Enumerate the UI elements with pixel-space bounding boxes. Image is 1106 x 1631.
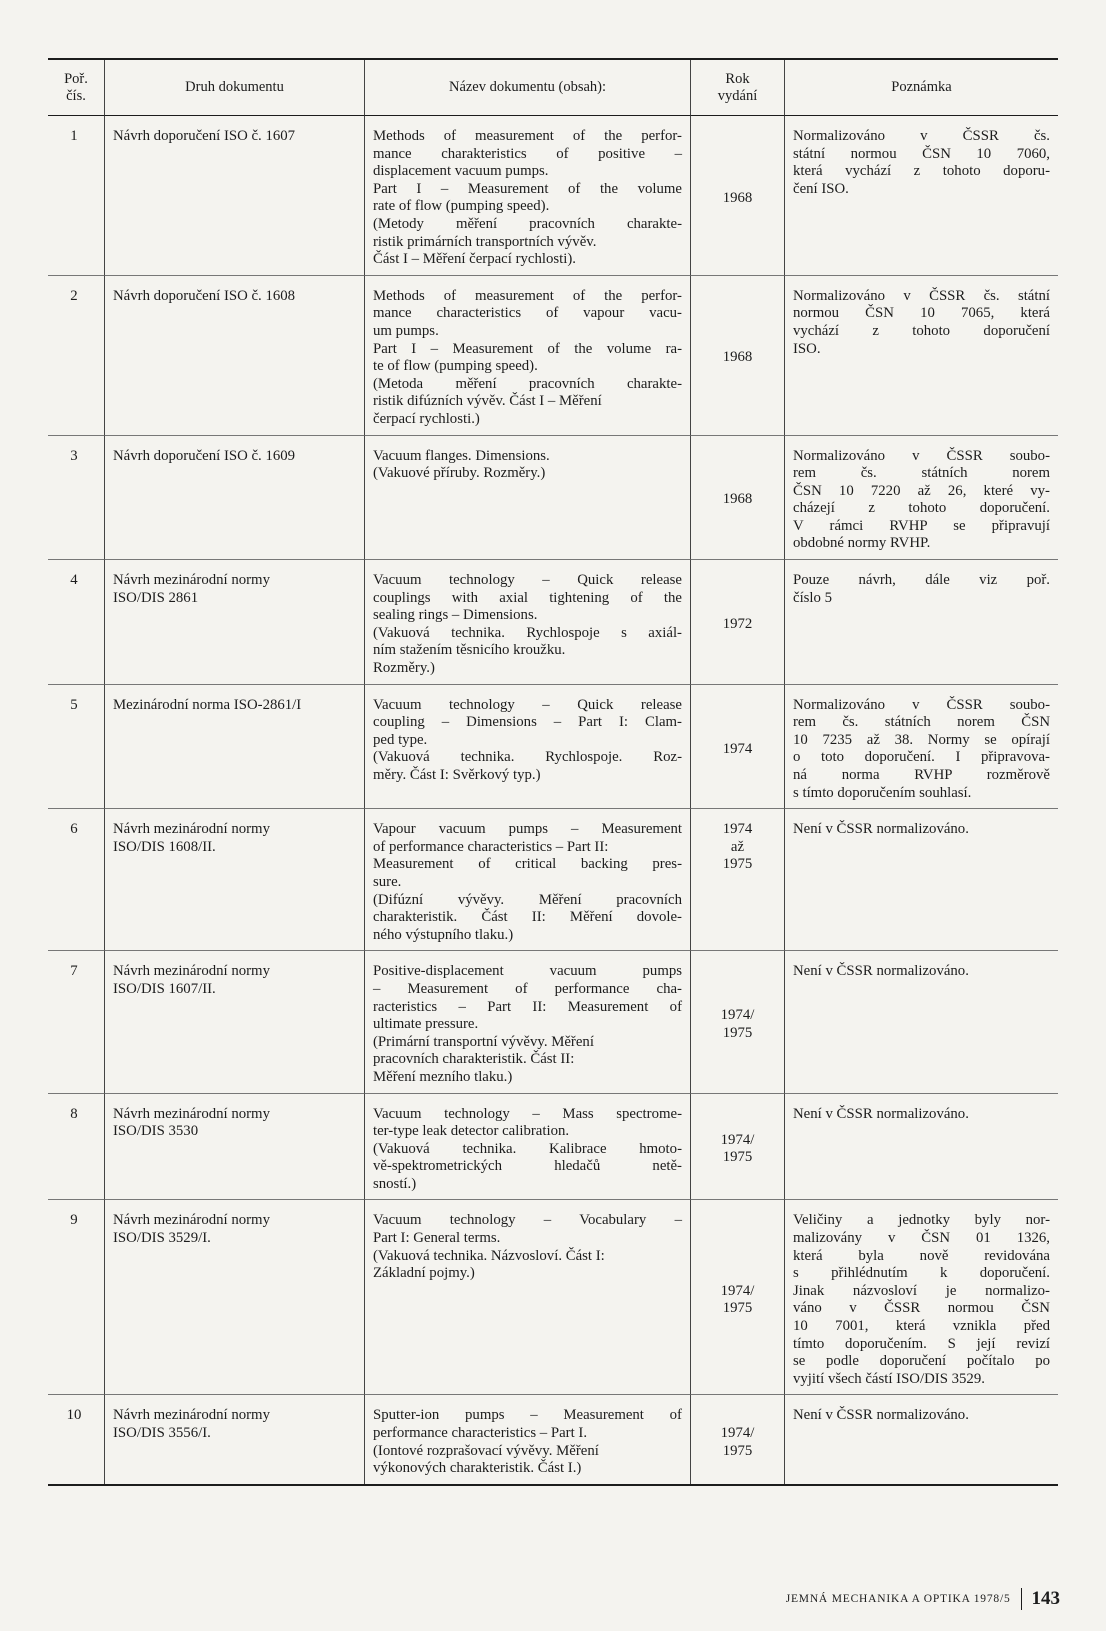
note-line: s přihlédnutím k doporučení. <box>793 1265 1050 1282</box>
row-number: 6 <box>48 809 104 951</box>
title-line: displacement vacuum pumps. <box>373 163 549 180</box>
note-line: Není v ČSSR normalizováno. <box>793 963 969 980</box>
page-number: 143 <box>1031 1588 1060 1609</box>
row-note <box>784 1094 1058 1201</box>
title-line: Methods of measurement of the perfor- <box>373 287 682 304</box>
row-year-value: 1968 <box>722 349 753 366</box>
title-line: sností.) <box>373 1175 417 1192</box>
title-line: charakteristik. Část II: Měření dovole- <box>373 909 682 926</box>
table-header <box>48 60 1058 116</box>
title-line: Vacuum technology – Quick release <box>373 572 682 589</box>
row-document-type: Návrh mezinárodní normy ISO/DIS 2861 <box>104 560 364 685</box>
note-line: Není v ČSSR normalizováno. <box>793 1407 969 1424</box>
note-line: 10 7001, která vznikla před <box>793 1318 1050 1335</box>
table-row <box>48 1200 1058 1395</box>
title-line: ného výstupního tlaku.) <box>373 926 514 943</box>
title-line: Základní pojmy.) <box>373 1265 475 1282</box>
row-document-type: Návrh doporučení ISO č. 1608 <box>104 276 364 436</box>
title-line: (Vakuová technika. Rychlospoje. Roz- <box>373 749 682 766</box>
table-row <box>48 436 1058 561</box>
title-line: měry. Část I: Svěrkový typ.) <box>373 767 541 783</box>
title-line: sure. <box>373 873 402 890</box>
title-line: of performance characteristics – Part II: <box>373 838 609 855</box>
note-line: Jinak názvosloví je normalizo- <box>793 1282 1050 1299</box>
title-line: Měření mezního tlaku.) <box>373 1068 513 1085</box>
header-document-title <box>364 60 690 116</box>
note-line: se podle doporučení počítalo po <box>793 1353 1050 1370</box>
table-row <box>48 1094 1058 1201</box>
row-document-type: Návrh mezinárodní normy ISO/DIS 1608/II. <box>104 809 364 951</box>
row-number: 8 <box>48 1094 104 1201</box>
row-year <box>690 951 784 1093</box>
row-document-type: Návrh mezinárodní normy ISO/DIS 3556/I. <box>104 1395 364 1483</box>
title-line: (Vakuová technika. Názvosloví. Část I: <box>373 1247 605 1264</box>
row-year <box>690 116 784 276</box>
title-line: Measurement of critical backing pres- <box>373 856 682 873</box>
title-line: te of flow (pumping speed). <box>373 358 538 375</box>
row-number: 7 <box>48 951 104 1093</box>
row-number: 3 <box>48 436 104 561</box>
title-line: (Vakuová technika. Rychlospoje s axiál- <box>373 624 682 641</box>
header-note <box>784 60 1058 116</box>
row-year-value: 1974 <box>722 740 753 757</box>
title-line: Rozměry.) <box>373 660 435 677</box>
note-line: vyjití všech částí ISO/DIS 3529. <box>793 1370 985 1387</box>
note-line: Není v ČSSR normalizováno. <box>793 1105 969 1122</box>
title-line: ristik difúzních vývěv. Část I – Měření <box>373 393 602 410</box>
row-document-type: Návrh mezinárodní normy ISO/DIS 3529/I. <box>104 1200 364 1395</box>
row-year <box>690 1395 784 1483</box>
title-line: ristik primárních transportních vývěv. <box>373 233 597 250</box>
header-number <box>48 60 104 116</box>
row-year-value: 1972 <box>722 616 753 633</box>
note-line: Normalizováno v ČSSR soubo- <box>793 447 1050 464</box>
title-line: performance characteristics – Part I. <box>373 1425 588 1441</box>
title-line: Část I – Měření čerpací rychlosti). <box>373 251 576 268</box>
title-line: Vacuum technology – Mass spectrome- <box>373 1105 682 1122</box>
title-line: (Primární transportní vývěvy. Měření <box>373 1033 594 1050</box>
title-line: Positive-displacement vacuum pumps <box>373 963 682 980</box>
row-year <box>690 1094 784 1201</box>
title-line: výkonových charakteristik. Část I.) <box>373 1460 582 1477</box>
note-line: vychází z tohoto doporučení <box>793 322 1050 339</box>
title-line: vě-spektrometrických hledačů netě- <box>373 1158 682 1175</box>
note-line: rem čs. státních norem ČSN <box>793 714 1050 731</box>
title-line: mance characteristics of vapour vacu- <box>373 305 682 322</box>
note-line: státní normou ČSN 10 7060, <box>793 145 1050 162</box>
header-document-type-label: Druh dokumentu <box>185 79 284 95</box>
note-line: ISO. <box>793 340 821 357</box>
row-document-type: Návrh doporučení ISO č. 1609 <box>104 436 364 561</box>
title-line: (Metoda měření pracovních charakte- <box>373 375 682 392</box>
footer-divider <box>1021 1588 1022 1610</box>
row-note <box>784 951 1058 1093</box>
title-line: Vacuum technology – Vocabulary – <box>373 1212 682 1229</box>
row-year <box>690 276 784 436</box>
title-line: čerpací rychlosti.) <box>373 410 480 427</box>
row-year-value: 1968 <box>722 189 753 206</box>
row-note <box>784 116 1058 276</box>
row-document-title <box>364 809 690 951</box>
row-document-title <box>364 951 690 1093</box>
row-document-type: Návrh mezinárodní normy ISO/DIS 3530 <box>104 1094 364 1201</box>
row-number: 5 <box>48 685 104 810</box>
title-line: ped type. <box>373 731 428 748</box>
row-document-title <box>364 116 690 276</box>
row-year <box>690 1200 784 1395</box>
note-line: V rámci RVHP se připravují <box>793 517 1050 534</box>
title-line: Vacuum flanges. Dimensions. <box>373 447 550 464</box>
title-line: Methods of measurement of the perfor- <box>373 128 682 144</box>
header-year-label: Rok vydání <box>717 70 758 104</box>
row-note <box>784 685 1058 810</box>
row-year <box>690 809 784 951</box>
row-year-value: 1974/ 1975 <box>720 1131 755 1166</box>
row-note <box>784 1395 1058 1483</box>
journal-name: JEMNÁ MECHANIKA A OPTIKA 1978/5 <box>785 1593 1011 1605</box>
row-document-type: Návrh doporučení ISO č. 1607 <box>104 116 364 276</box>
title-line: Part I – Measurement of the volume ra- <box>373 340 682 357</box>
title-line: racteristics – Part II: Measurement of <box>373 998 682 1015</box>
note-line: ČSN 10 7220 až 26, které vy- <box>793 482 1050 499</box>
row-document-type: Návrh mezinárodní normy ISO/DIS 1607/II. <box>104 951 364 1093</box>
header-number-label: Poř. čís. <box>64 70 88 104</box>
table-row <box>48 951 1058 1093</box>
row-year <box>690 436 784 561</box>
row-number: 1 <box>48 116 104 276</box>
row-number: 10 <box>66 1407 82 1424</box>
title-line: ter-type leak detector calibration. <box>373 1123 570 1140</box>
row-year-value: 1968 <box>722 491 753 508</box>
note-line: tímto doporučením. S její revizí <box>793 1335 1050 1352</box>
note-line: normou ČSN 10 7065, která <box>793 305 1050 322</box>
note-line: číslo 5 <box>793 589 833 606</box>
row-document-title <box>364 1395 690 1483</box>
row-year-value: 1974 až 1975 <box>722 821 753 873</box>
row-note <box>784 1200 1058 1395</box>
title-line: (Iontové rozprašovací vývěvy. Měření <box>373 1442 599 1459</box>
note-line: která byla nově revidována <box>793 1247 1050 1264</box>
note-line: Veličiny a jednotky byly nor- <box>793 1212 1050 1229</box>
table-row <box>48 276 1058 436</box>
title-line: Vacuum technology – Quick release <box>373 696 682 713</box>
title-line: Sputter-ion pumps – Measurement of <box>373 1407 682 1424</box>
row-year <box>690 685 784 810</box>
note-line: která vychází z tohoto doporu- <box>793 163 1050 180</box>
note-line: malizovány v ČSN 01 1326, <box>793 1230 1050 1247</box>
row-note <box>784 809 1058 951</box>
standards-table <box>48 58 1058 1486</box>
title-line: Part I: General terms. <box>373 1230 501 1247</box>
note-line: Normalizováno v ČSSR čs. <box>793 128 1050 144</box>
title-line: coupling – Dimensions – Part I: Clam- <box>373 714 682 731</box>
title-line: ultimate pressure. <box>373 1016 479 1033</box>
table-row <box>48 685 1058 810</box>
title-line: – Measurement of performance cha- <box>373 980 682 997</box>
note-line: Normalizováno v ČSSR soubo- <box>793 696 1050 713</box>
title-line: (Vakuová technika. Kalibrace hmoto- <box>373 1140 682 1157</box>
title-line: um pumps. <box>373 322 439 339</box>
note-line: váno v ČSSR normou ČSN <box>793 1300 1050 1317</box>
title-line: rate of flow (pumping speed). <box>373 198 550 215</box>
row-year-value: 1974/ 1975 <box>720 1282 755 1317</box>
header-note-label: Poznámka <box>891 79 952 95</box>
row-year-value: 1974/ 1975 <box>720 1007 755 1041</box>
row-note <box>784 276 1058 436</box>
note-line: cházejí z tohoto doporučení. <box>793 500 1050 517</box>
note-line: o toto doporučení. I připravova- <box>793 749 1050 766</box>
table-row <box>48 809 1058 951</box>
row-year-value: 1974/ 1975 <box>720 1425 755 1459</box>
row-document-title <box>364 1200 690 1395</box>
note-line: ná norma RVHP rozměrově <box>793 767 1050 783</box>
row-document-title <box>364 436 690 561</box>
table-body <box>48 116 1058 1484</box>
note-line: s tímto doporučením souhlasí. <box>793 784 972 801</box>
header-year <box>690 60 784 116</box>
row-year <box>690 560 784 685</box>
note-line: Normalizováno v ČSSR čs. státní <box>793 287 1050 304</box>
note-line: Pouze návrh, dále viz poř. <box>793 572 1050 589</box>
title-line: sealing rings – Dimensions. <box>373 607 538 624</box>
note-line: čení ISO. <box>793 180 849 197</box>
title-line: couplings with axial tightening of the <box>373 589 682 606</box>
note-line: rem čs. státních norem <box>793 465 1050 482</box>
row-document-title <box>364 685 690 810</box>
table-row <box>48 116 1058 276</box>
note-line: 10 7235 až 38. Normy se opírají <box>793 731 1050 748</box>
row-note <box>784 560 1058 685</box>
table-row <box>48 1395 1058 1483</box>
row-document-title <box>364 276 690 436</box>
title-line: ním stažením těsnicího kroužku. <box>373 642 566 659</box>
title-line: (Vakuové příruby. Rozměry.) <box>373 465 546 482</box>
title-line: pracovních charakteristik. Část II: <box>373 1051 575 1068</box>
table-row <box>48 560 1058 685</box>
title-line: Part I – Measurement of the volume <box>373 180 682 197</box>
row-number: 4 <box>48 560 104 685</box>
row-note <box>784 436 1058 561</box>
row-number: 2 <box>48 276 104 436</box>
title-line: (Difúzní vývěvy. Měření pracovních <box>373 891 682 908</box>
note-line: Není v ČSSR normalizováno. <box>793 821 969 838</box>
title-line: (Metody měření pracovních charakte- <box>373 215 682 232</box>
row-document-title <box>364 560 690 685</box>
page-footer <box>786 1588 1060 1610</box>
title-line: Vapour vacuum pumps – Measurement <box>373 821 682 838</box>
row-number: 9 <box>48 1200 104 1395</box>
header-document-type <box>104 60 364 116</box>
header-document-title-label: Název dokumentu (obsah): <box>448 79 607 95</box>
row-document-title <box>364 1094 690 1201</box>
note-line: obdobné normy RVHP. <box>793 535 931 552</box>
row-document-type: Mezinárodní norma ISO-2861/I <box>104 685 364 810</box>
title-line: mance charakteristics of positive – <box>373 145 682 162</box>
